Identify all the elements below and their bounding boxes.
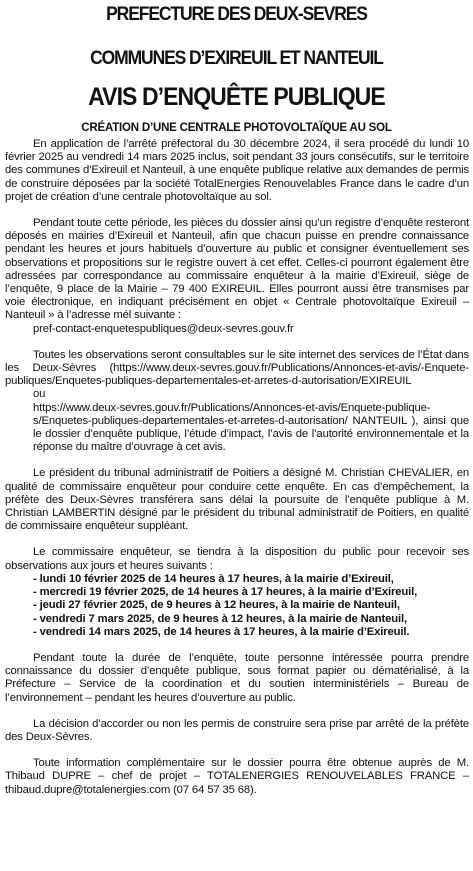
permanence-dates-list <box>5 573 469 639</box>
paragraph-consultation: Pendant toute cette période, les pièces du dossier ainsi qu’un registre d’enquête resteront déposés en mairies d’Exireuil et Nanteuil, afin que chacun puisse en prendre connaissance pendant les heures et jours habituels d’ouverture au public et consigner éventuellement ses observations et propositions sur le registre ouvert à cet effet. Celles-ci pourront également être adressées par correspondance au commissaire enquêteur à la mairie d’Exireuil, siège de l’enquête, 9 place de la Mairie – 79 400 EXIREUIL. Elles pourront aussi être transmises par voie électronique, en indiquant précisément en objet « Centrale photovoltaïque Exireuil – Nanteuil » à l’adresse mél suivante : <box>5 217 469 322</box>
communes-heading: COMMUNES D’EXIREUIL ET NANTEUIL <box>90 48 383 69</box>
paragraph-or: ou <box>33 388 46 401</box>
list-item: - vendredi 14 mars 2025, de 14 heures à 17 heures, à la mairie d’Exireuil. <box>33 625 410 638</box>
list-item: - lundi 10 février 2025 de 14 heures à 17 heures, à la mairie d’Exireuil, <box>33 572 394 585</box>
notice-title: AVIS D’ENQUÊTE PUBLIQUE <box>88 83 385 111</box>
list-item: - mercredi 19 février 2025, de 14 heures à 17 heures, à la mairie d’Exireuil, <box>33 586 418 599</box>
paragraph-dossier-access: Pendant toute la durée de l’enquête, toute personne intéressée pourra prendre connaissance du dossier d’enquête publique, sous format papier ou dématérialisé, à la Préfecture – Service de la coordination et du soutien interministériels – Bureau de l’environnement – pendant les heures d’ouverture au public. <box>5 651 469 704</box>
paragraph-commissioner: Le président du tribunal administratif de Poitiers a désigné M. Christian CHEVALIER, en qualité de commissaire enquêteur pour conduire cette enquête. En cas d’empêchement, la préfète des Deux-Sèvres transférera sans délai la poursuite de l’enquête publique à M. Christian LAMBERTIN désigné par le président du tribunal administratif de Poitiers, en qualité de commissaire enquêteur suppléant. <box>5 467 469 533</box>
paragraph-observations: Toutes les observations seront consultables sur le site internet des services de l’État dans les Deux-Sèvres (https://www.deux-sevres.gouv.fr/Publications/Annonces-et-avis/-Enquete-publiques/Enquetes-publiques-departementales-et-arretes-d-autorisation/EXIREUIL <box>5 348 469 388</box>
notice-body <box>5 138 469 797</box>
paragraph-url-nanteuil: https://www.deux-sevres.gouv.fr/Publications/Annonces-et-avis/Enquete-publique-s/Enquetes-publiques-departementales-et-arretes-d-autorisation/ NANTEUIL ), ainsi que le dossier d’enquête publique, l’étude d’impact, l’avis de l’autorité environnementale et la réponse du maître d’ouvrage à cet avis. <box>33 401 469 454</box>
paragraph-contact: Toute information complémentaire sur le dossier pourra être obtenue auprès de M. Thibaud DUPRE – chef de projet – TOTALENERGIES RENOUVELABLES FRANCE – thibaud.dupre@totalenergies.com (07 64 57 35 68). <box>5 757 469 796</box>
list-item: - jeudi 27 février 2025, de 9 heures à 12 heures, à la mairie de Nanteuil, <box>33 599 400 612</box>
paragraph-decision: La décision d’accorder ou non les permis de construire sera prise par arrêté de la préfète des Deux-Sèvres. <box>5 717 469 743</box>
notice-subtitle: CRÉATION D’UNE CENTRALE PHOTOVOLTAÏQUE AU SOL <box>81 122 392 134</box>
paragraph-availability: Le commissaire enquêteur, se tiendra à la disposition du public pour recevoir ses observations aux jours et heures suivants : <box>5 546 469 572</box>
list-item: - vendredi 7 mars 2025, de 9 heures à 12 heures, à la mairie de Nanteuil, <box>33 612 407 625</box>
contact-email[interactable]: pref-contact-enquetespubliques@deux-sevres.gouv.fr <box>33 322 294 335</box>
prefecture-heading: PREFECTURE DES DEUX-SEVRES <box>106 4 367 25</box>
paragraph-application: En application de l’arrêté préfectoral du 30 décembre 2024, il sera procédé du lundi 10 février 2025 au vendredi 14 mars 2025 inclus, soit pendant 33 jours consécutifs, sur le territoire des communes d’Exireuil et Nanteuil, à une enquête publique relative aux demandes de permis de construire déposées par la société TotalEnergies Renouvelables France dans le cadre d’un projet de création d’une centrale photovoltaïque au sol. <box>5 138 469 203</box>
